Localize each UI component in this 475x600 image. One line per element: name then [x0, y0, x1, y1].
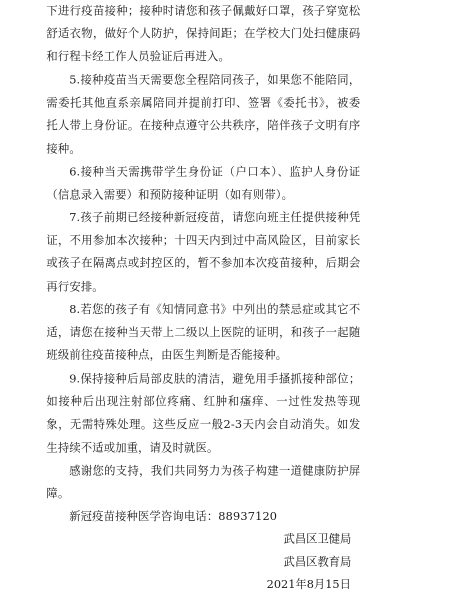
item-8-paragraph: 8.若您的孩子有《知情同意书》中列出的禁忌症或其它不适，请您在接种当天带上二级以上医院的证明，和孩子一起随班级前往疫苗接种点，由医生判断是否能接种。	[46, 303, 361, 363]
item-9-paragraph: 9.保持接种后局部皮肤的清洁，避免用手搔抓接种部位；如接种后出现注射部位疼痛、红肿和瘙痒、一过性发热等现象，无需特殊处理。这些反应一般2-3天内会自动消失。如发生持续不适或加重，请及时就医。	[46, 372, 361, 455]
closing-paragraph: 感谢您的支持，我们共同努力为孩子构建一道健康防护屏障。	[46, 464, 361, 501]
hotline-line: 新冠疫苗接种医学咨询电话：88937120	[69, 510, 278, 524]
signature-org-education: 武昌区教育局	[283, 556, 352, 569]
signature-org-health: 武昌区卫健局	[283, 533, 352, 546]
item-7-paragraph: 7.孩子前期已经接种新冠疫苗，请您向班主任提供接种凭证，不用参加本次接种；十四天内到过中高风险区，目前家长或孩子在隔离点或封控区的，暂不参加本次疫苗接种，后期会再行安排。	[46, 211, 361, 294]
signature-date: 2021年8月15日	[266, 578, 351, 592]
item-6-paragraph: 6.接种当天需携带学生身份证（户口本）、监护人身份证（信息录入需要）和预防接种证明（如有则带）。	[46, 166, 361, 202]
item-5-paragraph: 5.接种疫苗当天需要您全程陪同孩子，如果您不能陪同，需委托其他直系亲属陪同并提前打印、签署《委托书》，被委托人带上身份证。在接种点遵守公共秩序，陪伴孩子文明有序接种。	[46, 74, 361, 156]
continued-paragraph: 下进行疫苗接种；接种时请您和孩子佩戴好口罩，孩子穿宽松舒适衣物，做好个人防护，保持间距；在学校大门处扫健康码和行程卡经工作人员验证后再进入。	[46, 5, 361, 64]
